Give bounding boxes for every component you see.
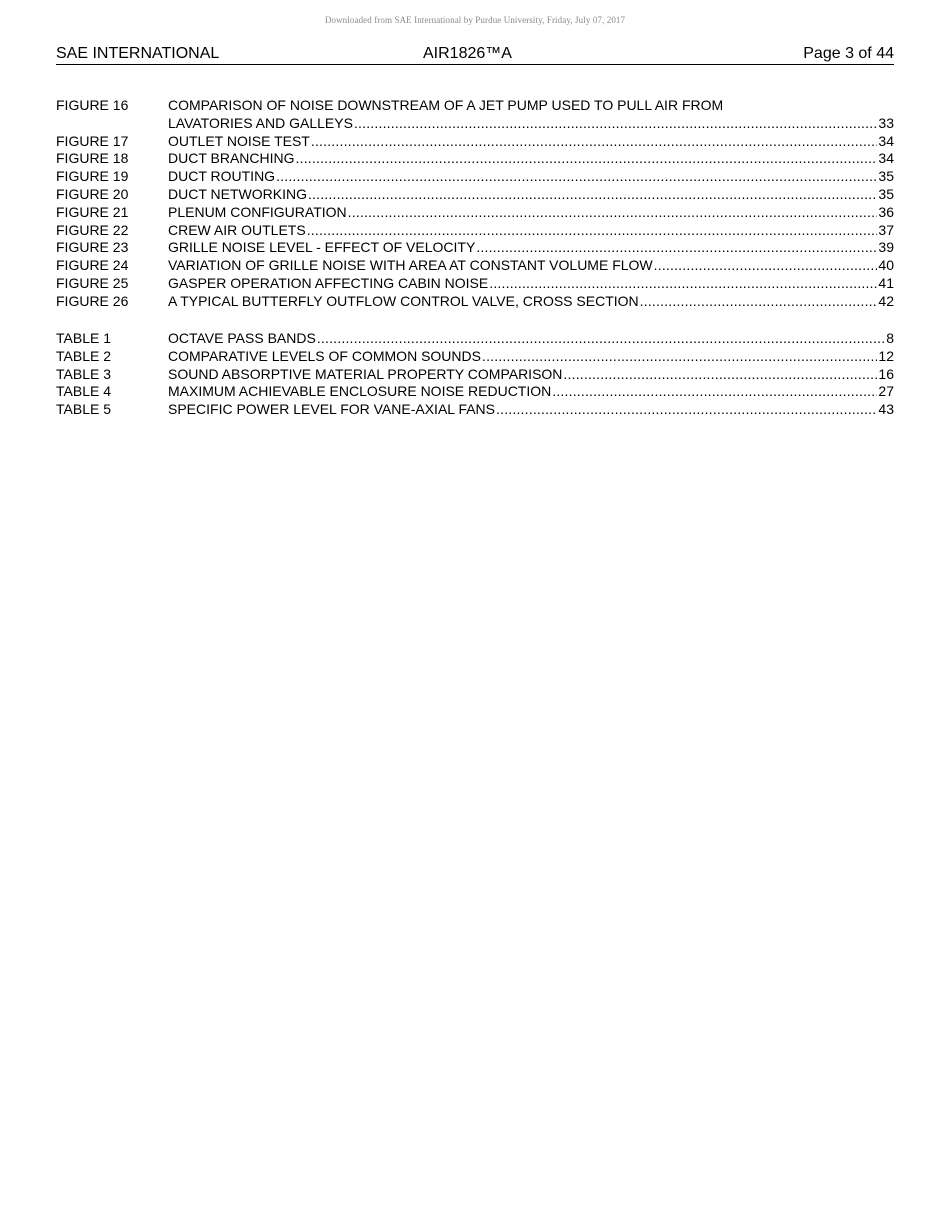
- dot-leader: [317, 330, 885, 348]
- list-of-figures: [56, 97, 894, 311]
- entry-page-number: 8: [886, 330, 894, 346]
- entry-title: MAXIMUM ACHIEVABLE ENCLOSURE NOISE REDUCTION: [168, 383, 552, 400]
- dot-leader: [640, 293, 878, 311]
- toc-entry-figure-26[interactable]: [56, 293, 894, 311]
- entry-title: SOUND ABSORPTIVE MATERIAL PROPERTY COMPARISON: [168, 365, 563, 382]
- entry-title: LAVATORIES AND GALLEYS: [168, 114, 353, 131]
- toc-entry-table-3[interactable]: [56, 366, 894, 384]
- header-page-number: Page 3 of 44: [803, 45, 894, 62]
- entry-label: TABLE 5: [56, 401, 111, 418]
- entry-label: FIGURE 25: [56, 274, 129, 291]
- dot-leader: [354, 115, 877, 133]
- dot-leader: [496, 401, 877, 419]
- entry-label: TABLE 2: [56, 347, 111, 364]
- toc-entry-figure-22[interactable]: [56, 222, 894, 240]
- toc-entry-figure-24[interactable]: [56, 257, 894, 275]
- entry-page-number: 39: [878, 239, 894, 256]
- entry-label: FIGURE 16: [56, 97, 129, 113]
- dot-leader: [311, 133, 878, 151]
- dot-leader: [563, 366, 877, 384]
- header-organization: SAE INTERNATIONAL: [56, 45, 220, 62]
- entry-label: FIGURE 18: [56, 150, 129, 167]
- entry-page-number: 36: [878, 203, 894, 220]
- entry-page-number: 40: [878, 257, 894, 274]
- entry-title: GASPER OPERATION AFFECTING CABIN NOISE: [168, 274, 489, 291]
- entry-label: FIGURE 22: [56, 221, 129, 238]
- list-of-tables: [56, 330, 894, 419]
- entry-title: SPECIFIC POWER LEVEL FOR VANE-AXIAL FANS: [168, 401, 496, 418]
- toc-entry-table-5[interactable]: [56, 401, 894, 419]
- entry-label: FIGURE 26: [56, 292, 129, 309]
- entry-title: DUCT ROUTING: [168, 168, 276, 185]
- entry-page-number: 34: [878, 132, 894, 149]
- entry-page-number: 12: [878, 347, 894, 364]
- toc-entry-figure-17[interactable]: [56, 133, 894, 151]
- toc-entry-figure-23[interactable]: [56, 239, 894, 257]
- dot-leader: [308, 186, 877, 204]
- entry-page-number: 43: [878, 401, 894, 418]
- header-document-id: AIR1826™A: [423, 45, 512, 62]
- entry-title: VARIATION OF GRILLE NOISE WITH AREA AT CONSTANT VOLUME FLOW: [168, 257, 653, 274]
- dot-leader: [482, 348, 877, 366]
- entry-label: FIGURE 23: [56, 239, 129, 256]
- entry-label: TABLE 1: [56, 330, 111, 346]
- entry-title: OCTAVE PASS BANDS: [168, 330, 316, 346]
- toc-entry-table-4[interactable]: [56, 383, 894, 401]
- dot-leader: [476, 239, 877, 257]
- toc-entry-figure-19[interactable]: [56, 168, 894, 186]
- entry-page-number: 34: [878, 150, 894, 167]
- entry-page-number: 41: [878, 274, 894, 291]
- entry-label: TABLE 3: [56, 365, 111, 382]
- entry-label: FIGURE 17: [56, 132, 129, 149]
- entry-page-number: 33: [878, 114, 894, 131]
- entry-title: PLENUM CONFIGURATION: [168, 203, 347, 220]
- entry-page-number: 42: [878, 292, 894, 309]
- dot-leader: [489, 275, 877, 293]
- toc-entry-figure-25[interactable]: [56, 275, 894, 293]
- dot-leader: [654, 257, 878, 275]
- entry-page-number: 35: [878, 168, 894, 185]
- dot-leader: [552, 383, 877, 401]
- toc-entry-table-1[interactable]: [56, 330, 894, 348]
- toc-entry-figure-21[interactable]: [56, 204, 894, 222]
- entry-title-line: COMPARISON OF NOISE DOWNSTREAM OF A JET PUMP USED TO PULL AIR FROM: [168, 97, 724, 113]
- dot-leader: [307, 222, 878, 240]
- entry-page-number: 37: [878, 221, 894, 238]
- download-watermark: Downloaded from SAE International by Purdue University, Friday, July 07, 2017: [324, 15, 626, 25]
- entry-title: DUCT BRANCHING: [168, 150, 295, 167]
- toc-entry-figure-20[interactable]: [56, 186, 894, 204]
- entry-page-number: 35: [878, 185, 894, 202]
- entry-label: FIGURE 24: [56, 257, 129, 274]
- toc-entry-figure-18[interactable]: [56, 150, 894, 168]
- dot-leader: [296, 150, 878, 168]
- entry-label: FIGURE 21: [56, 203, 129, 220]
- entry-label: FIGURE 20: [56, 185, 129, 202]
- dot-leader: [276, 168, 877, 186]
- toc-entry-table-2[interactable]: [56, 348, 894, 366]
- toc-entry-figure-16[interactable]: [56, 97, 894, 133]
- entry-title: GRILLE NOISE LEVEL - EFFECT OF VELOCITY: [168, 239, 476, 256]
- entry-title: CREW AIR OUTLETS: [168, 221, 306, 238]
- entry-page-number: 27: [878, 383, 894, 400]
- entry-title: COMPARATIVE LEVELS OF COMMON SOUNDS: [168, 347, 481, 364]
- entry-page-number: 16: [878, 365, 894, 382]
- entry-title: DUCT NETWORKING: [168, 185, 307, 202]
- page-header: [56, 44, 894, 65]
- dot-leader: [348, 204, 878, 222]
- entry-label: FIGURE 19: [56, 168, 129, 185]
- entry-title: OUTLET NOISE TEST: [168, 132, 310, 149]
- entry-label: TABLE 4: [56, 383, 111, 400]
- entry-title: A TYPICAL BUTTERFLY OUTFLOW CONTROL VALVE, CROSS SECTION: [168, 292, 639, 309]
